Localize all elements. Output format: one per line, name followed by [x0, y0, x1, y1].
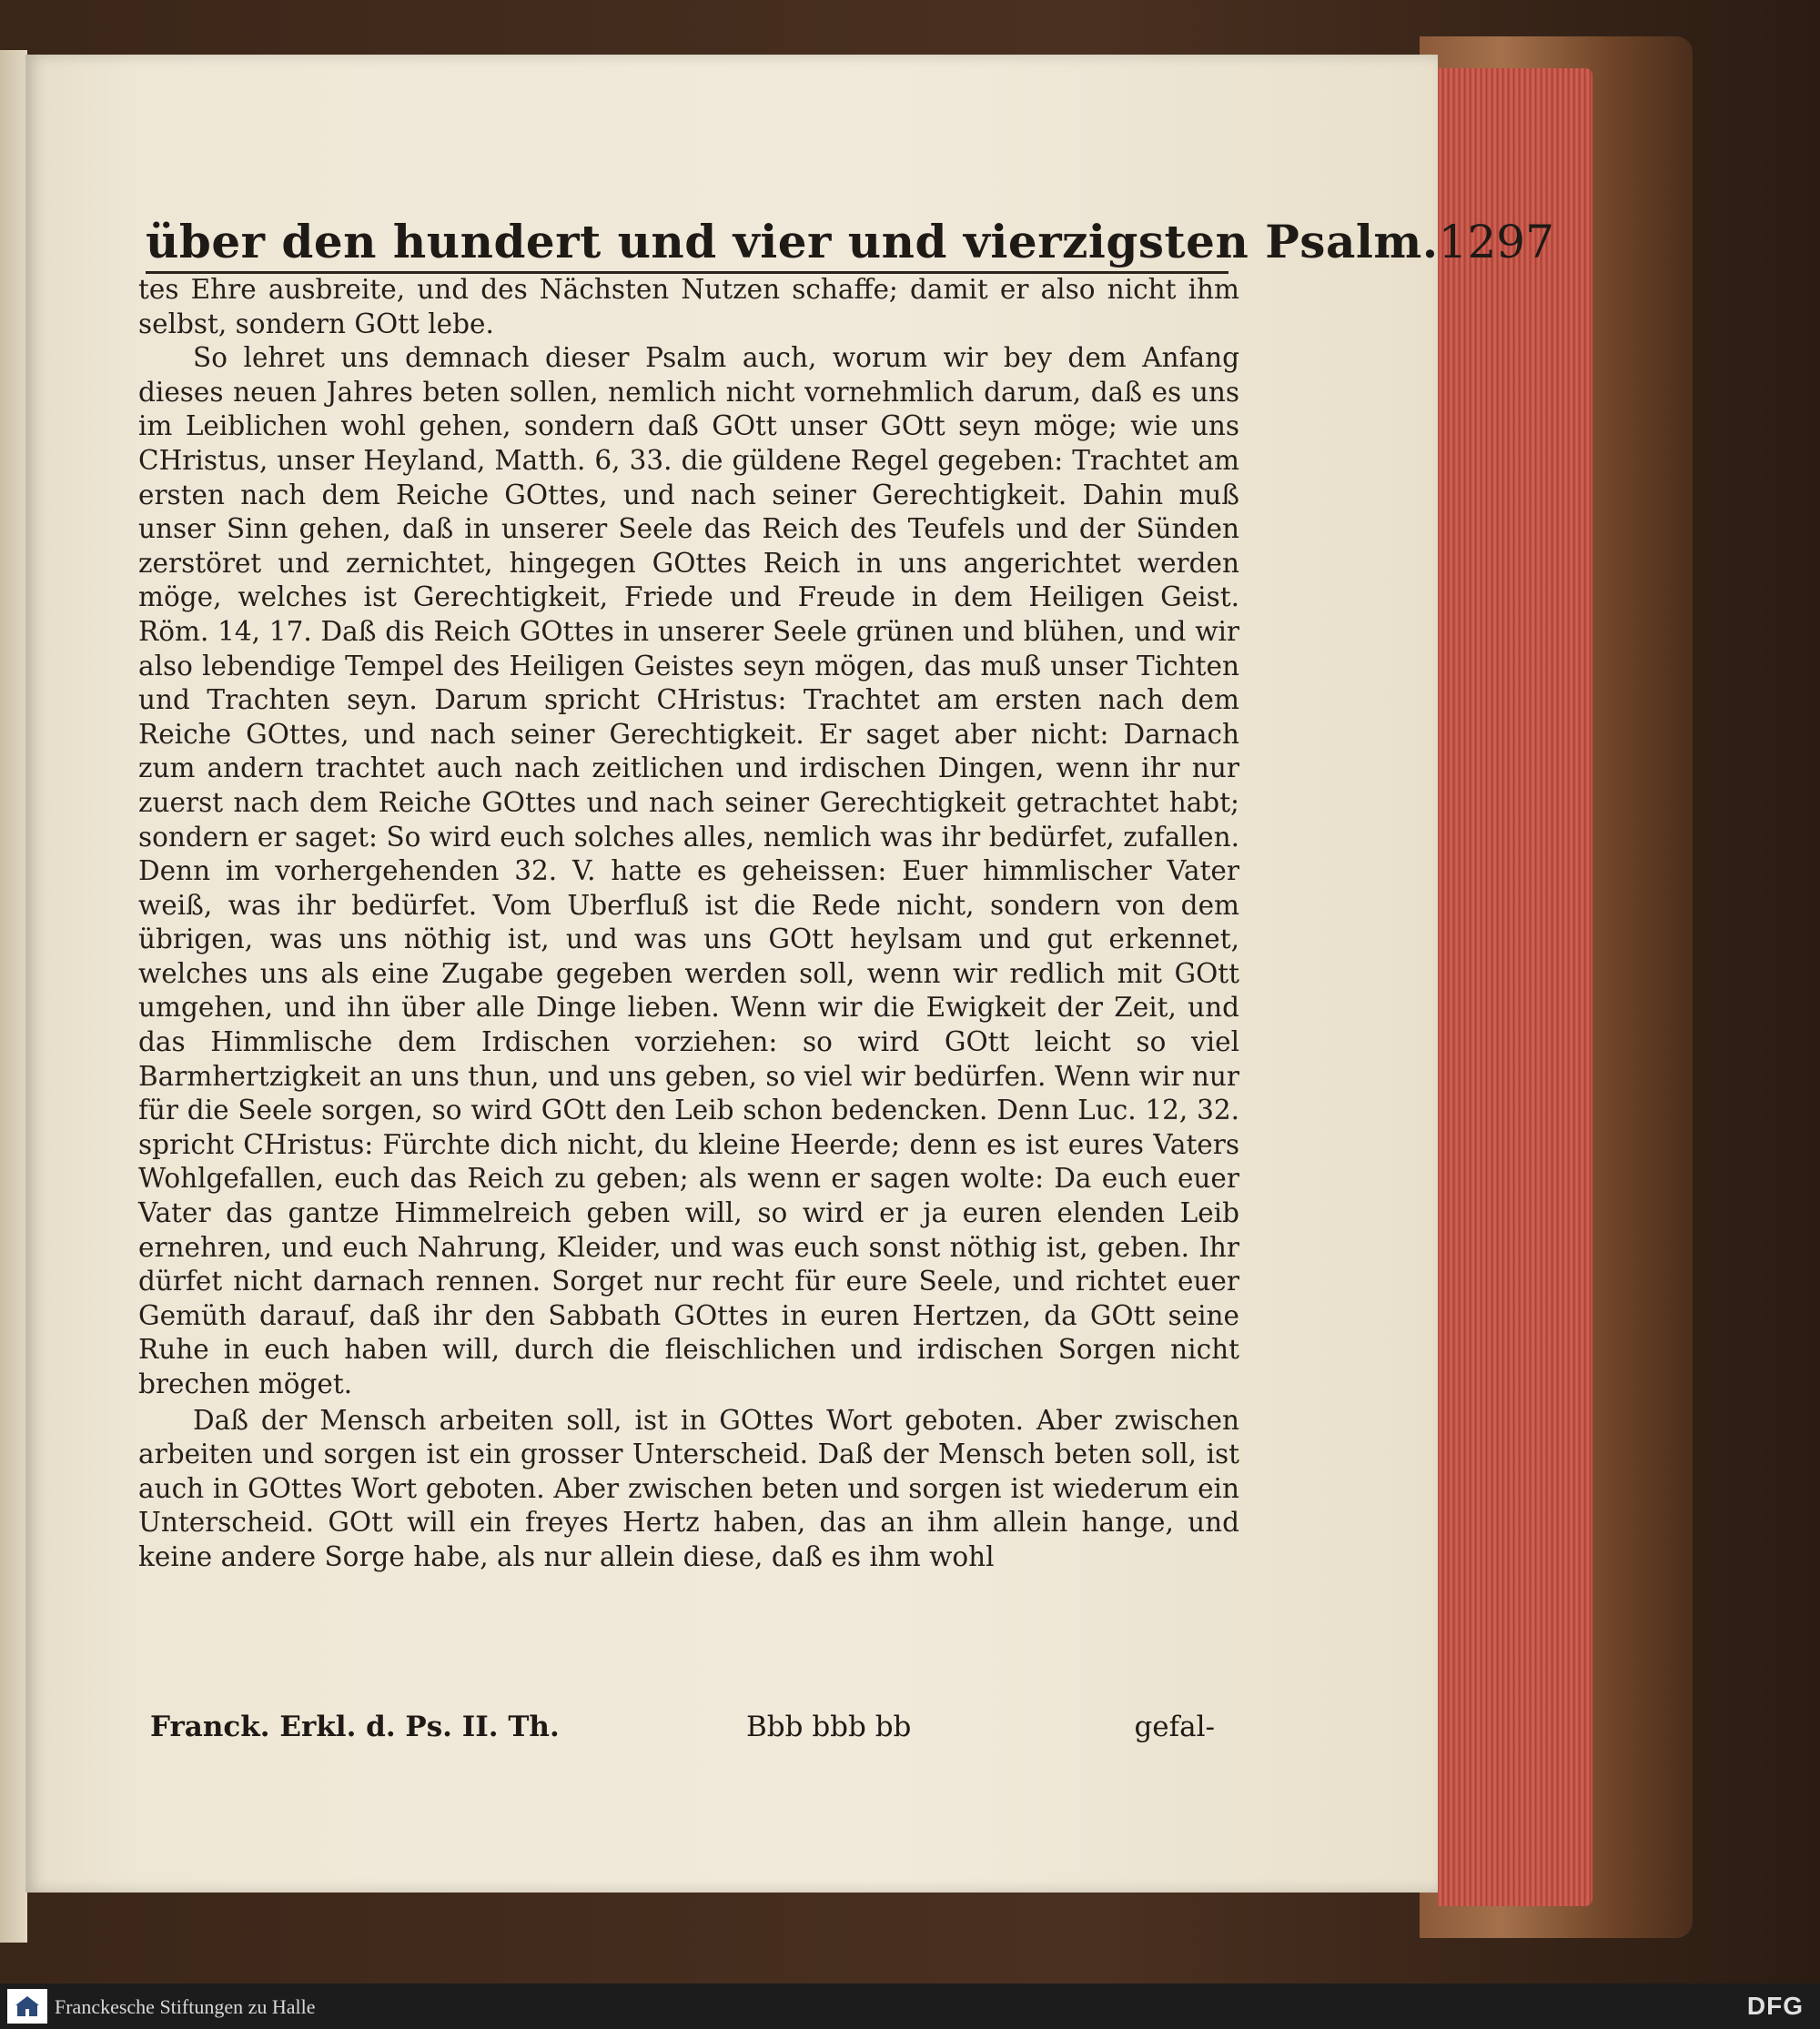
facing-page-edge — [0, 50, 27, 1943]
institution-logo[interactable] — [7, 1989, 47, 2024]
signature-mark: Bbb bbb bb — [746, 1711, 912, 1743]
running-head — [146, 205, 1554, 268]
page-edges — [1438, 68, 1592, 1906]
footer-abbreviation: Franck. Erkl. d. Ps. II. Th. — [150, 1711, 560, 1743]
paragraph: Daß der Mensch arbeiten soll, ist in GOttes Wort geboten. Aber zwischen arbeiten und sorgen ist ein grosser Unterscheid. Daß der Mensch beten soll, ist auch in GOttes Wort geboten. Aber zwischen beten und sorgen ist wiederum ein Unterscheid. GOtt will ein freyes Hertz haben, das an ihm allein hange, und keine andere Sorge habe, als nur allein diese, daß es ihm wohl — [138, 1404, 1239, 1572]
viewer-footer-bar — [0, 1984, 1820, 2029]
running-head-title: über den hundert und vier und vierzigsten Psalm. — [146, 215, 1439, 268]
page-number: 1297 — [1438, 216, 1554, 268]
page-footer — [150, 1711, 1215, 1756]
paragraph: So lehret uns demnach dieser Psalm auch, worum wir bey dem Anfang dieses neuen Jahres beten sollen, nemlich nicht vornehmlich darum, daß es uns im Leiblichen wohl gehen, sondern daß GOtt unser GOtt seyn möge; wie uns CHristus, unser Heyland, Matth. 6, 33. die güldene Regel gegeben: Trachtet am ersten nach dem Reiche GOttes, und nach seiner Gerechtigkeit. Dahin muß unser Sinn gehen, daß in unserer Seele das Reich des Teufels und der Sünden zerstöret und zernichtet, hingegen GOttes Reich in uns angerichtet werden möge, welches ist Gerechtigkeit, Friede und Freude in dem Heiligen Geist. Röm. 14, 17. Daß dis Reich GOttes in unserer Seele grünen und blühen, und wir also lebendige Tempel des Heiligen Geistes seyn mögen, das muß unser Tichten und Trachten seyn. Darum spricht CHristus: Trachtet am ersten nach dem Reiche GOttes, und nach seiner Gerechtigkeit. Er saget aber nicht: Darnach zum andern trachtet auch nach zeitlichen und irdischen Dingen, wenn ihr nur zuerst nach dem Reiche GOttes und nach seiner Gerechtigkeit getrachtet habt; sondern er saget: So wird euch solches alles, nemlich was ihr bedürfet, zufallen. Denn im vorhergehenden 32. V. hatte es geheissen: Euer himmlischer Vater weiß, was ihr bedürfet. Vom Uberfluß ist die Rede nicht, sondern von dem übrigen, was uns nöthig ist, und was uns GOtt heylsam und gut erkennet, welches uns als eine Zugabe gegeben werden soll, wenn wir redlich mit GOtt umgehen, und ihn über alle Dinge lieben. Wenn wir die Ewigkeit der Zeit, und das Himmlische dem Irdischen vorziehen: so wird GOtt leicht so viel Barmhertzigkeit an uns thun, und uns geben, so viel wir bedürfen. Wenn wir nur für die Seele sorgen, so wird GOtt den Leib schon bedencken. Denn Luc. 12, 32. spricht CHristus: Fürchte dich nicht, du kleine Heerde; denn es ist eures Vaters Wohlgefallen, euch das Reich zu geben; als wenn er sagen wolte: Da euch euer Vater das gantze Himmelreich geben will, so wird er ja euren elenden Leib ernehren, und euch Nahrung, Kleider, und was euch sonst nöthig ist, geben. Ihr dürfet nicht darnach rennen. Sorget nur recht für eure Seele, und richtet euer Gemüth darauf, daß ihr den Sabbath GOttes in euren Hertzen, da GOtt seine Ruhe in euch haben will, durch die fleischlichen und irdischen Sorgen nicht brechen möget. — [138, 342, 1239, 1399]
catchword: gefal- — [1134, 1711, 1215, 1743]
building-icon — [14, 1993, 41, 2020]
body-text — [138, 273, 1239, 1575]
dfg-logo[interactable]: DFG — [1746, 1992, 1804, 2020]
paragraph-continuation: tes Ehre ausbreite, und des Nächsten Nutzen schaffe; damit er also nicht ihm selbst, sondern GOtt lebe. — [138, 274, 1239, 339]
institution-name[interactable]: Franckesche Stiftungen zu Halle — [55, 1995, 316, 2018]
